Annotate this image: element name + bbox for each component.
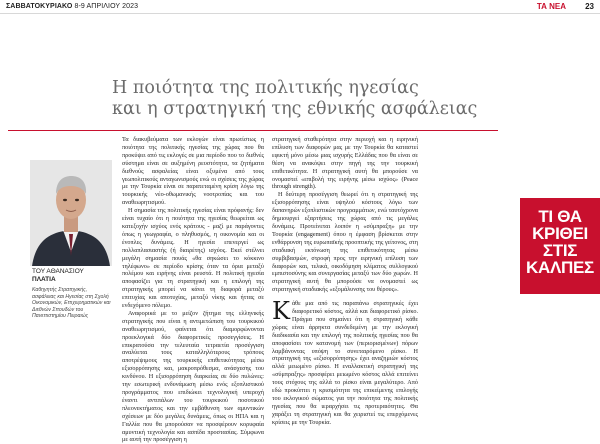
headline-line-1: Η ποιότητα της πολιτικής ηγεσίας <box>112 78 419 98</box>
series-label-line: ΚΑΛΠΕΣ <box>526 258 594 277</box>
author-bio: Καθηγητής Στρατηγικής, ασφάλειας και Ηγεσίας στη Σχολή Οικονομικών, Επιχειρηματικών και Διεθνών Σπουδών του Πανεπιστημίου Πειραιώς <box>32 287 111 320</box>
drop-cap-letter: Κ <box>272 297 290 326</box>
series-label-line: ΣΤΙΣ <box>542 241 578 260</box>
article-paragraph: στρατηγική σταθερότητα στην περιοχή και η ειρηνική επίλυση των διαφορών μας με την Τουρκία θα καταστεί εφικτή μόνο μέσω μιας ισχυρής Ελλάδας που θα είναι σε θέση να ανακόψει στην πηγή της την τουρκική επιθετικότητα. Η στρατηγική αυτή θα μπορούσε να ονομαστεί «επιβολή της ειρήνης μέσω ισχύος» (Peace through strength). <box>272 136 418 191</box>
headline-line-2: και η στρατηγική της εθνικής ασφάλειας <box>112 99 478 119</box>
series-label-line: ΤΙ ΘΑ <box>538 207 582 226</box>
article-column-1 <box>122 136 264 444</box>
headline-divider <box>8 130 498 131</box>
section-name: ΣΑΒΒΑΤΟΚΥΡΙΑΚΟ <box>6 3 73 10</box>
author-portrait-icon <box>30 160 112 266</box>
article-column-2 <box>272 136 419 426</box>
article-paragraph: Τα διακυβεύματα των εκλογών είναι πρωτίστως η ποιότητα της πολιτικής ηγεσίας της χώρας που θα προκύψει από τις εκλογές σε μια περίοδο που το διεθνές σύστημα είναι σε αυξημένη ρευστότητα, τα ζητήματα διεθνούς ασφαλείας είναι οξυμένα από τους γεωπολιτικούς ανταγωνισμούς ενώ οι σχέσεις της χώρας με την Τουρκία είναι σε παρατεταμένη κρίση λόγω της τουρκικής νέο-οθωμανικής νοοτροπίας και του αναθεωρητισμού. <box>122 136 264 207</box>
issue-date: 8-9 ΑΠΡΙΛΙΟΥ 2023 <box>74 3 139 10</box>
author-photo <box>30 160 112 266</box>
author-surname: ΠΛΑΤΙΑ <box>32 276 56 283</box>
article-headline <box>112 78 492 120</box>
series-label <box>520 198 600 276</box>
author-prefix: ΤΟΥ ΑΘΑΝΑΣΙΟΥ <box>32 268 84 275</box>
section-date-line <box>6 3 138 10</box>
page-number: 23 <box>585 2 594 11</box>
article-paragraph: Η δεύτερη προσέγγιση θεωρεί ότι η στρατηγική της εξισορρόπησης είναι υψηλού κόστους λόγω των δαπανηρών εξοπλιστικών προγραμμάτων, ενώ ταυτόχρονα δημιουργεί εξαρτήσεις της χώρας από τις μεγάλες δυνάμεις. Προτείνεται λοιπόν η «σύμπραξη» με την Τουρκία (engagement) όπου η έμφαση βρίσκεται στην ενθάρρυνση της ευρωπαϊκής προοπτικής της γείτονος, στη σταδιακή εκτόνωση της επιθετικότητας μέσω συμβιβασμών, στροφή προς την ειρηνική επίλυση των διαφορών και, τελικά, οικοδόμηση κλίματος συλλογικού εμπιστοσύνης και συνεργασίας μεταξύ των δύο χωρών. Η στρατηγική αυτή θα μπορούσε να ονομαστεί ως στρατηγική σταδιακής «εξομάλυνσης του θέρους». <box>272 191 419 294</box>
article-paragraph-text: άθε μια από τις παραπάνω στρατηγικές έχει διαφορετικό κόστος, αλλά και διαφορετικό ρίσκο. Πράγμα που σημαίνει ότι η στρατηγική κάθε χώρας είναι άρρηκτα συνδεδεμένη με την εκλογική διαδικασία και την επιλογή της πολιτικής ηγεσίας που θα αποφασίσει τον κατανομή των (περιορισμένων) πόρων λαμβάνοντας υπόψη το συνεταιρόμενο ρίσκο. Η στρατηγική της «εξισορρόπησης» έχει αναζημιών κόστος αλλά μειωμένο ρίσκο. Η εναλλακτική στρατηγική της «σύμπραξης» προσφέρει μειωμένο κόστος αλλά επιτείνει τους στόχους της αλλά το ρίσκο είναι μεγαλύτερο. Από εδώ προκύπτει η κρισιμότητα της επικείμενης επιλογής του εκλογικού σώματος για την ποιότητα της πολιτικής ηγεσίας που θα ιεραρχήσει τις προτεραιότητες. Θα χαράξει τη στρατηγική και θα χειριστεί τις επερχόμενες κρίσεις με την Τουρκία. <box>272 300 418 426</box>
article-paragraph-dropcap <box>272 297 418 427</box>
series-label-line: ΚΡΙΘΕΙ <box>532 224 588 243</box>
author-name <box>32 268 112 284</box>
series-label-box <box>520 198 600 294</box>
author-byline-block <box>32 268 112 320</box>
newspaper-name: ΤΑ ΝΕΑ <box>536 2 566 11</box>
article-paragraph: Αναφορικά με το μείζον ζήτημα της ελληνικής στρατηγικής που είναι η αντιμετώπιση του τουρκικού αναθεωρητισμού, φαίνεται ότι διαμορφώνονται προεκλογικά δύο διαφορετικές προσεγγίσεις. Η επικρατούσα την τελευταία τετραετία προσέγγιση αναλύεται τους καταλληλότερους τρόπους αποτρέψιμους της τουρκικής επιθετικότητας μέσω εξισορρόπησης και, μακροπρόθεσμα, ανάσχεσης του κινδύνου. Η εξισορρόπηση διαρκείας σε δύο πυλώνες: την εσωτερική ενδυνάμωση μέσω ενός εξοπλιστικού προγράμματος που επιδιώκει τεχνολογική υπεροχή έναντι αντιπάλων του τουρκικού ποσοτικού πλεονεκτήματος και την εμβάθυνση των αμυντικών σχέσεων με δύο μεγάλες δυνάμεις, όπως οι ΗΠΑ και η Γαλλία που θα μπορούσαν να προσφέρουν κορυφαία αμυντική τεχνολογία και ασπίδα προστασίας. Σύμφωνα με αυτή την προσέγγιση η <box>122 309 264 444</box>
page-header <box>0 0 600 14</box>
article-paragraph: Η σημασία της πολιτικής ηγεσίας είναι πρόφανής: δεν είναι τυχαίο ότι η ποιότητα της ηγεσίας θεωρείται ως κατεξοχήν ισχύος ενός κράτους - μαζί με παράγοντες όπως η γεωγραφία, ο πληθυσμός, η οικονομία και οι ένοπλες δυνάμεις. Η ηγεσία επενεργεί ως πολλαπλασιαστής (ή διαιρέτης) ισχύος. Εκεί στέλνει μεγάλη σημασία πουάς «θα σηκώσει το κόκκινο τηλέφωνο» σε περίοδο κρίσης όταν τα όρια μεταξύ πολέμου και ειρήνης είναι ρευστά. Η πολιτική ηγεσία αποφασίζει για τη στρατηγική και η επιλογή της στρατηγικής μπορεί να κάνει τη διαφορά μεταξύ επιτυχίας και αποτυχίας, μεταξύ νίκης και ήττας σε ενδεχόμενο πόλεμο. <box>122 207 264 310</box>
